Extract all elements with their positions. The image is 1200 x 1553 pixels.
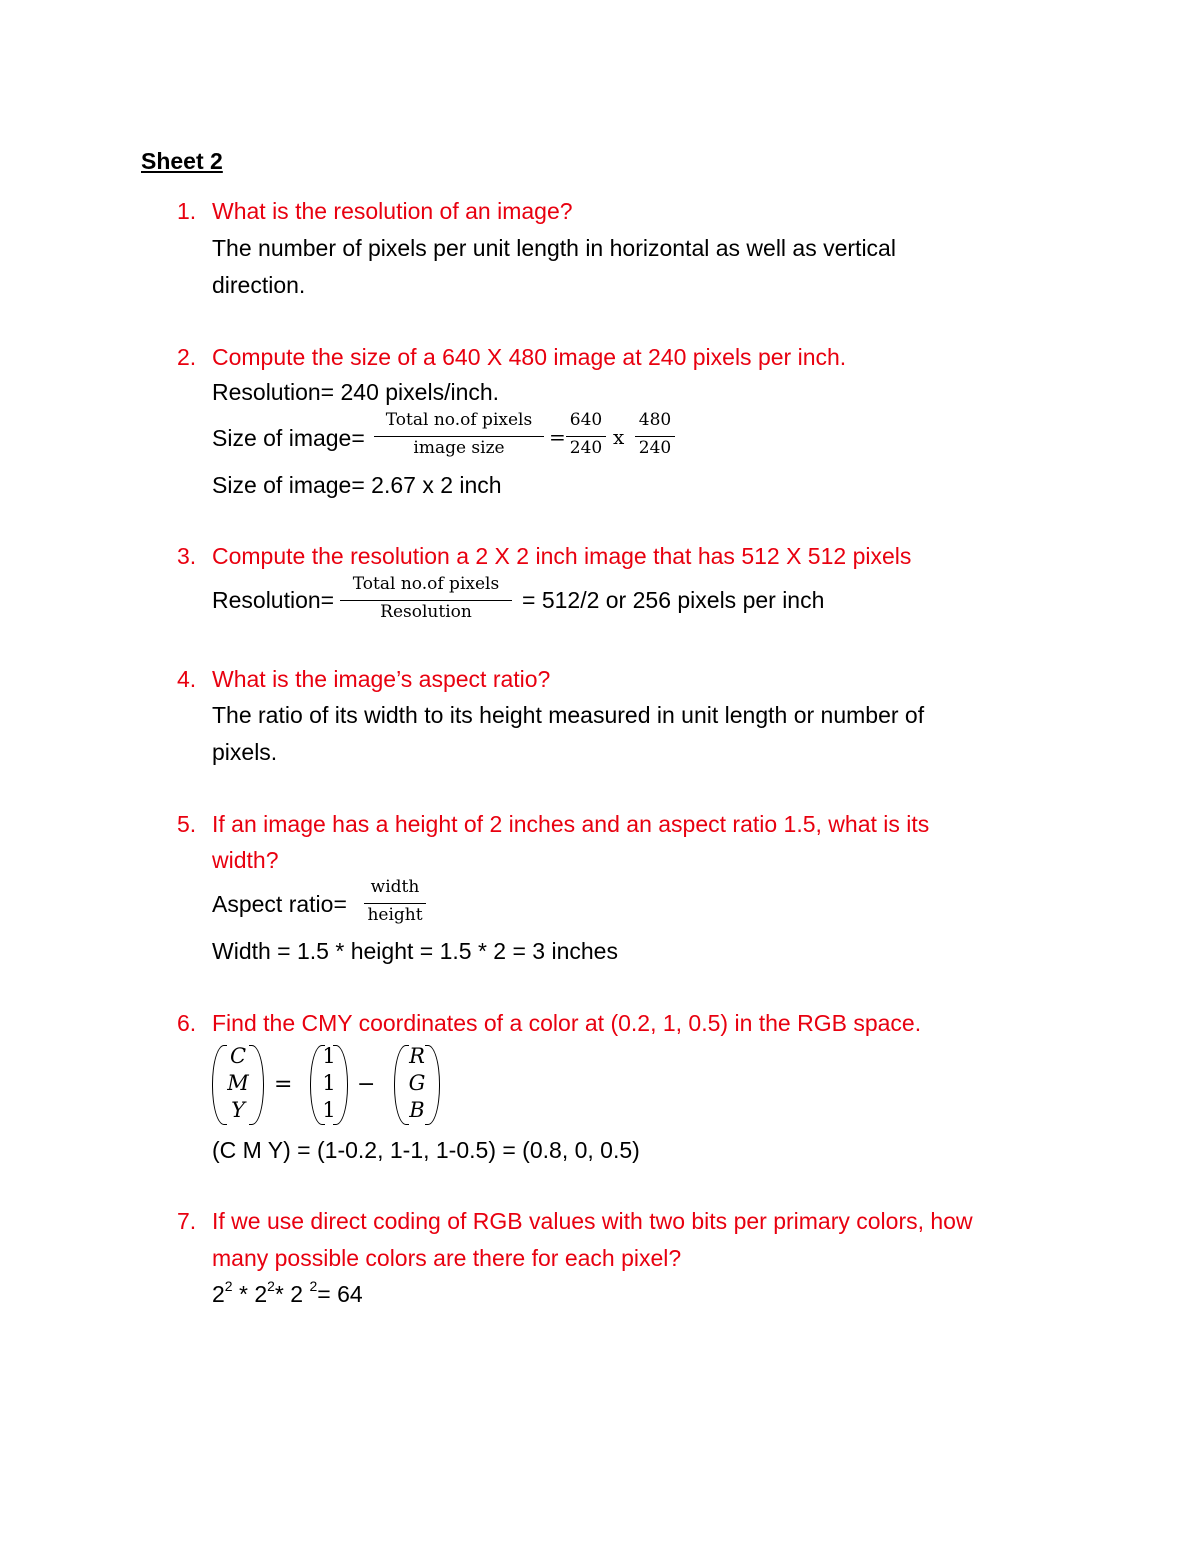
q1-question: What is the resolution of an image? bbox=[212, 198, 573, 224]
q2-question: Compute the size of a 640 X 480 image at 240 pixels per inch. bbox=[212, 344, 847, 370]
q7-operator2: * bbox=[274, 1281, 291, 1307]
matrix-cell-1a: 1 bbox=[322, 1044, 336, 1068]
q3-fraction bbox=[340, 576, 512, 624]
q2-fraction-480-over-240 bbox=[635, 412, 675, 460]
q3-resolution-label: Resolution= bbox=[212, 587, 335, 613]
q7-base1: 2 bbox=[212, 1281, 225, 1307]
q1-answer-line2: direction. bbox=[212, 272, 306, 298]
q2-frac1-denominator: image size bbox=[413, 438, 505, 458]
q5-frac-denominator: height bbox=[367, 905, 423, 925]
q5-fraction-width-over-height bbox=[364, 879, 426, 927]
q7-exponent2: 2 bbox=[267, 1278, 275, 1295]
q4-number: 4. bbox=[177, 666, 197, 692]
q7-operator1: * bbox=[232, 1281, 255, 1307]
q6-minus: − bbox=[357, 1072, 376, 1097]
q3-result: = 512/2 or 256 pixels per inch bbox=[522, 587, 825, 613]
page-title: Sheet 2 bbox=[141, 148, 223, 174]
q5-frac-numerator: width bbox=[370, 877, 420, 897]
fraction-bar bbox=[635, 436, 675, 437]
q3-frac-numerator: Total no.of pixels bbox=[352, 574, 500, 594]
q2-equals: = bbox=[549, 425, 566, 449]
q3-number: 3. bbox=[177, 543, 197, 569]
fraction-bar bbox=[364, 903, 426, 904]
q1-number: 1. bbox=[177, 198, 197, 224]
cmy-vector bbox=[212, 1045, 264, 1125]
q1-answer-line1: The number of pixels per unit length in horizontal as well as vertical bbox=[212, 235, 896, 261]
matrix-cell-1c: 1 bbox=[322, 1098, 336, 1122]
rgb-vector bbox=[394, 1045, 440, 1125]
matrix-cell-y: Y bbox=[231, 1098, 245, 1122]
q2-result-line: Size of image= 2.67 x 2 inch bbox=[212, 472, 502, 498]
q2-times: x bbox=[613, 425, 625, 449]
q2-fraction-640-over-240 bbox=[566, 412, 606, 460]
q7-question-line1: If we use direct coding of RGB values with two bits per primary colors, how bbox=[212, 1208, 973, 1234]
q7-base3: 2 bbox=[290, 1281, 310, 1307]
matrix-cell-c: C bbox=[229, 1044, 247, 1068]
q7-answer bbox=[212, 1278, 363, 1307]
q5-question-line1: If an image has a height of 2 inches and an aspect ratio 1.5, what is its bbox=[212, 811, 930, 837]
matrix-cell-m: M bbox=[227, 1071, 249, 1095]
q5-ratio-label: Aspect ratio= bbox=[212, 891, 347, 917]
q3-question: Compute the resolution a 2 X 2 inch image that has 512 X 512 pixels bbox=[212, 543, 912, 569]
q7-question-line2: many possible colors are there for each pixel? bbox=[212, 1245, 682, 1271]
q7-result: = 64 bbox=[317, 1281, 363, 1307]
q7-base2: 2 bbox=[254, 1281, 268, 1307]
fraction-bar bbox=[340, 600, 512, 601]
q2-number: 2. bbox=[177, 344, 197, 370]
q7-number: 7. bbox=[177, 1208, 197, 1234]
q2-frac3-denominator: 240 bbox=[638, 438, 672, 458]
matrix-cell-b: B bbox=[409, 1098, 425, 1122]
q4-answer-line1: The ratio of its width to its height measured in unit length or number of bbox=[212, 702, 925, 728]
q2-frac3-numerator: 480 bbox=[638, 410, 672, 430]
q2-frac2-denominator: 240 bbox=[569, 438, 603, 458]
q2-resolution-line: Resolution= 240 pixels/inch. bbox=[212, 379, 500, 405]
q5-number: 5. bbox=[177, 811, 197, 837]
fraction-bar bbox=[374, 436, 544, 437]
q6-question: Find the CMY coordinates of a color at (0.2, 1, 0.5) in the RGB space. bbox=[212, 1010, 922, 1036]
q7-exponent1: 2 bbox=[224, 1278, 233, 1295]
q6-number: 6. bbox=[177, 1010, 197, 1036]
q4-question: What is the image’s aspect ratio? bbox=[212, 666, 551, 692]
q7-exponent3: 2 bbox=[309, 1278, 318, 1295]
q6-equals: = bbox=[274, 1072, 293, 1097]
q2-size-label: Size of image= bbox=[212, 425, 365, 451]
q2-frac1-numerator: Total no.of pixels bbox=[385, 410, 533, 430]
matrix-cell-r: R bbox=[409, 1044, 425, 1068]
ones-vector bbox=[310, 1045, 348, 1125]
q4-answer-line2: pixels. bbox=[212, 739, 278, 765]
q5-result: Width = 1.5 * height = 1.5 * 2 = 3 inches bbox=[212, 938, 618, 964]
q2-frac2-numerator: 640 bbox=[569, 410, 603, 430]
matrix-cell-1b: 1 bbox=[322, 1071, 336, 1095]
q3-frac-denominator: Resolution bbox=[380, 602, 472, 622]
q2-fraction-total-over-size bbox=[374, 412, 544, 460]
fraction-bar bbox=[566, 436, 606, 437]
q5-question-line2: width? bbox=[212, 847, 279, 873]
matrix-cell-g: G bbox=[408, 1071, 426, 1095]
q6-result: (C M Y) = (1-0.2, 1-1, 1-0.5) = (0.8, 0, 0.5) bbox=[212, 1137, 640, 1163]
